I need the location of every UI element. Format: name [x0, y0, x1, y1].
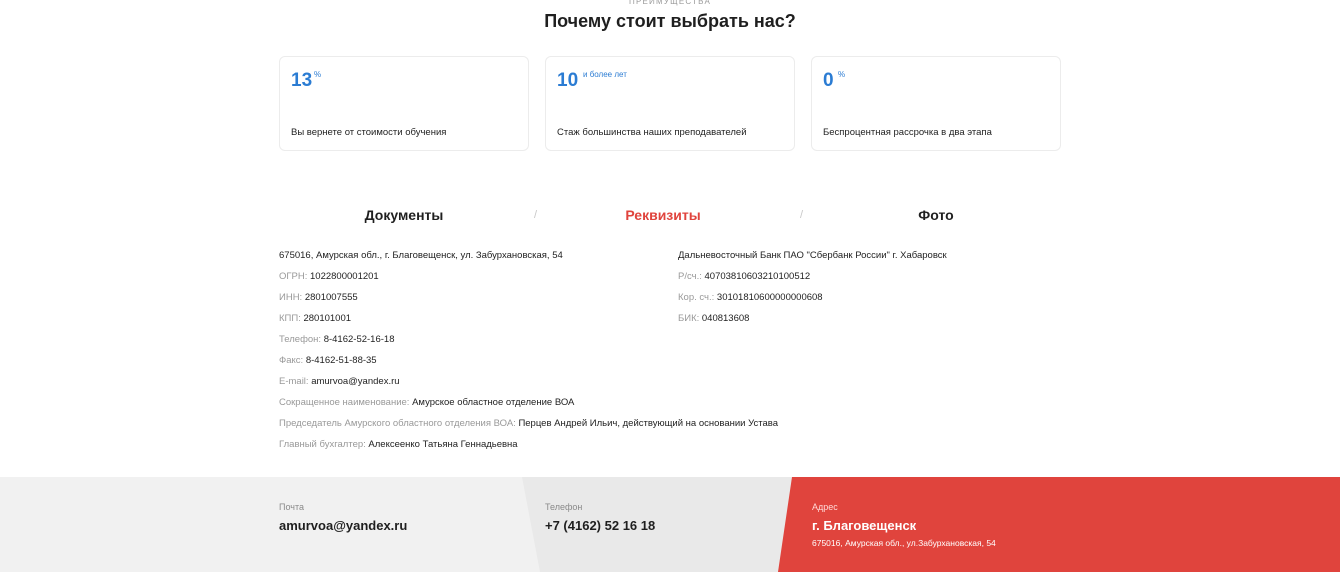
requisites-right-column [678, 250, 1078, 334]
section-title: Почему стоит выбрать нас? [544, 11, 796, 31]
info-tabs [279, 207, 1061, 227]
requisite-value: 30101810600000000608 [716, 292, 823, 303]
tab-photo[interactable]: Фото [918, 207, 954, 223]
requisite-fax [279, 355, 839, 376]
footer-mail-label: Почта [279, 502, 304, 512]
requisite-value: 2801007555 [304, 292, 358, 303]
requisite-label: Председатель Амурского областного отделения ВОА: [279, 418, 516, 429]
card-text: Стаж большинства наших преподавателей [557, 127, 747, 138]
requisite-corr-account [678, 292, 1078, 313]
requisite-value: Перцев Андрей Ильич, действующий на основании Устава [518, 418, 779, 429]
footer-mail-link[interactable]: amurvoa@yandex.ru [279, 518, 408, 533]
card-text: Вы вернете от стоимости обучения [291, 127, 447, 138]
tab-requisites[interactable]: Реквизиты [625, 207, 701, 223]
tab-separator: / [800, 209, 804, 221]
advantages-cards [279, 56, 1061, 151]
footer-phone-block [545, 502, 655, 533]
requisite-label: ОГРН: [279, 271, 308, 282]
contacts-footer [0, 477, 1340, 572]
footer-address-label: Адрес [812, 502, 838, 512]
advantages-eyebrow: ПРЕИМУЩЕСТВА [629, 0, 711, 6]
footer-address-full: 675016, Амурская обл., ул.Забурхановская, 54 [812, 538, 996, 548]
card-unit: и более лет [583, 70, 627, 79]
requisite-label: Главный бухгалтер: [279, 439, 366, 450]
requisite-bank [678, 250, 1078, 271]
requisite-label: Факс: [279, 355, 304, 366]
requisite-value: amurvoa@yandex.ru [311, 376, 400, 387]
footer-phone-label: Телефон [545, 502, 583, 512]
requisite-value: Амурское областное отделение ВОА [412, 397, 575, 408]
footer-mail-block [279, 502, 407, 533]
advantage-card-installment [811, 56, 1061, 151]
requisite-value: 675016, Амурская обл., г. Благовещенск, ул. Забурхановская, 54 [279, 250, 563, 261]
requisite-label: БИК: [678, 313, 700, 324]
footer-phone-link[interactable]: +7 (4162) 52 16 18 [545, 518, 656, 533]
requisite-value: 1022800001201 [310, 271, 379, 282]
footer-address-city: г. Благовещенск [812, 518, 917, 533]
card-text: Беспроцентная рассрочка в два этапа [823, 127, 992, 138]
requisite-label: ИНН: [279, 292, 303, 303]
requisite-label: Кор. сч.: [678, 292, 715, 303]
requisite-label: Р/сч.: [678, 271, 702, 282]
requisite-value: Алексеенко Татьяна Геннадьевна [368, 439, 518, 450]
requisite-value: 40703810603210100512 [704, 271, 811, 282]
requisite-chairman [279, 418, 839, 439]
requisite-account [678, 271, 1078, 292]
card-unit: % [838, 70, 846, 79]
requisite-phone [279, 334, 839, 355]
requisite-value: 280101001 [303, 313, 352, 324]
requisite-label: E-mail: [279, 376, 309, 387]
requisite-value: 040813608 [701, 313, 750, 324]
card-number: 0 [823, 70, 834, 91]
requisite-label: КПП: [279, 313, 301, 324]
card-unit: % [314, 70, 322, 79]
advantage-card-refund [279, 56, 529, 151]
requisite-value: 8-4162-52-16-18 [323, 334, 395, 345]
requisite-short-name [279, 397, 839, 418]
requisite-accountant [279, 439, 839, 460]
tab-documents[interactable]: Документы [364, 207, 444, 223]
footer-bg-mail [0, 477, 540, 572]
requisite-label: Сокращенное наименование: [279, 397, 410, 408]
footer-address-block [812, 502, 996, 548]
requisite-value: 8-4162-51-88-35 [305, 355, 377, 366]
requisite-value: Дальневосточный Банк ПАО "Сбербанк России" г. Хабаровск [678, 250, 947, 261]
requisite-email [279, 376, 839, 397]
requisite-label: Телефон: [279, 334, 322, 345]
card-number: 10 [557, 70, 579, 91]
card-number: 13 [291, 70, 313, 91]
tab-separator: / [534, 209, 538, 221]
advantage-card-experience [545, 56, 795, 151]
requisite-bik [678, 313, 1078, 334]
